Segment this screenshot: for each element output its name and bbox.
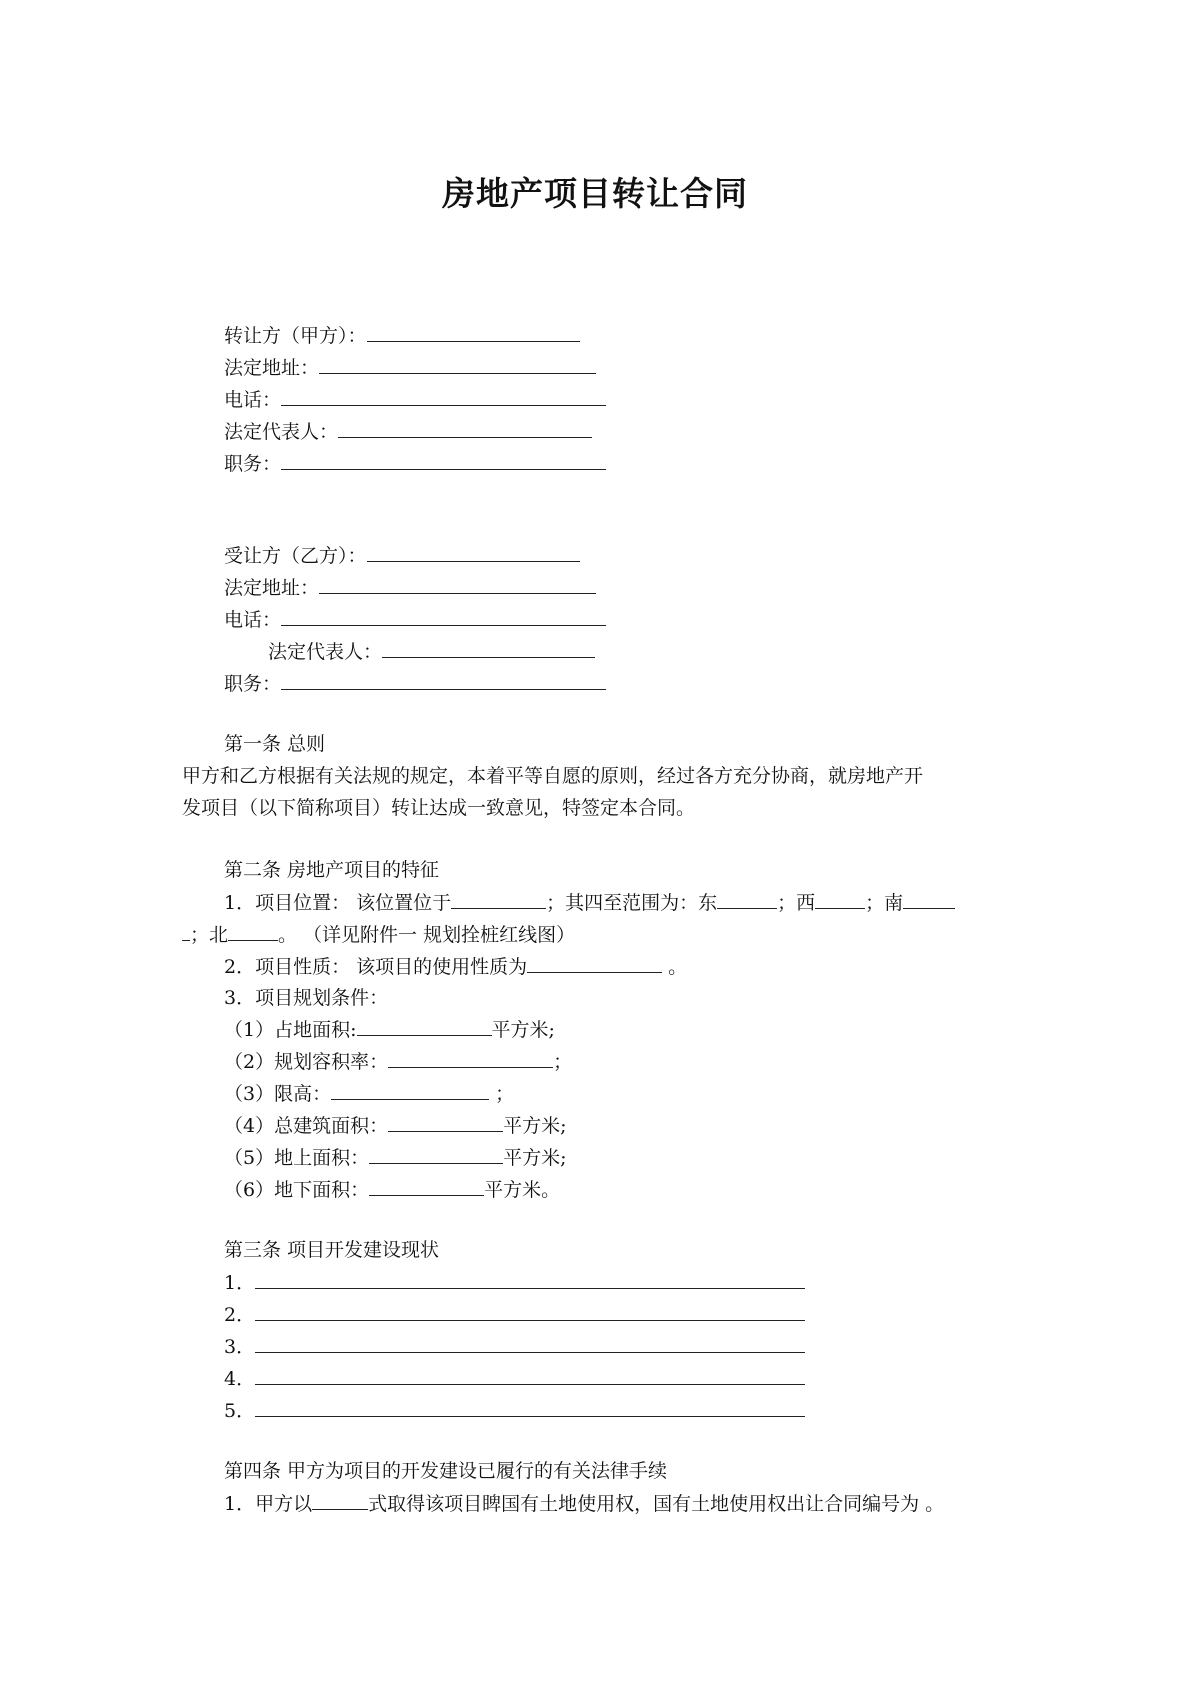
height-limit-blank[interactable] — [331, 1081, 489, 1100]
party-b-representative-blank[interactable] — [382, 639, 595, 658]
party-a-representative-blank[interactable] — [338, 419, 592, 438]
status-item-blank[interactable] — [255, 1398, 805, 1417]
party-b-phone-label: 电话： — [224, 609, 282, 631]
planning-item-total-floor-area — [224, 1113, 567, 1138]
status-item-blank[interactable] — [255, 1334, 805, 1353]
party-b-transferee-label: 受让方（乙方）： — [224, 545, 367, 567]
article-2-heading: 第二条 房地产项目的特征 — [224, 859, 440, 881]
party-a-phone-label: 电话： — [224, 389, 282, 411]
status-item-blank[interactable] — [255, 1270, 805, 1289]
party-a-phone-field — [224, 387, 606, 412]
boundary-north-label: ；北 — [190, 924, 229, 946]
party-a-position-blank[interactable] — [281, 451, 606, 470]
status-item-number: 4． — [224, 1368, 256, 1390]
document-title: 房地产项目转让合同 — [442, 174, 748, 213]
article-1-paragraph-line-2: 发项目（以下简称项目）转让达成一致意见，特签定本合同。 — [182, 797, 696, 819]
land-area-blank[interactable] — [357, 1017, 492, 1036]
party-a-transferor-field — [224, 323, 580, 348]
above-ground-area-label: （5）地上面积： — [224, 1147, 370, 1169]
party-b-representative-field — [268, 639, 595, 664]
plot-ratio-blank[interactable] — [388, 1049, 553, 1068]
planning-item-above-ground-area — [224, 1145, 567, 1170]
planning-item-plot-ratio — [224, 1049, 572, 1074]
underground-area-label: （6）地下面积： — [224, 1179, 370, 1201]
party-b-position-field — [224, 671, 606, 696]
boundary-west-label: ；西 — [777, 892, 816, 914]
party-b-transferee-field — [224, 543, 580, 568]
article-1-paragraph-line-1: 甲方和乙方根据有关法规的规定，本着平等自愿的原则，经过各方充分协商，就房地产开 — [182, 765, 924, 787]
party-b-address-label: 法定地址： — [224, 577, 320, 599]
article-3-heading: 第三条 项目开发建设现状 — [224, 1239, 440, 1261]
party-a-representative-label: 法定代表人： — [224, 421, 339, 443]
planning-item-height-limit — [224, 1081, 514, 1106]
project-nature-line — [224, 954, 687, 979]
status-item-number: 2． — [224, 1304, 256, 1326]
party-a-transferor-blank[interactable] — [367, 323, 580, 342]
project-nature-label: 2．项目性质： 该项目的使用性质为 — [224, 956, 528, 978]
land-use-right-line — [224, 1491, 944, 1516]
boundary-east-label: ；其四至范围为：东 — [546, 892, 718, 914]
status-item-number: 3． — [224, 1336, 256, 1358]
party-a-representative-field — [224, 419, 592, 444]
party-b-address-field — [224, 575, 596, 600]
above-ground-area-blank[interactable] — [369, 1145, 503, 1164]
planning-item-underground-area — [224, 1177, 560, 1202]
party-a-address-field — [224, 355, 596, 380]
boundary-east-blank[interactable] — [717, 890, 777, 909]
party-a-position-field — [224, 451, 606, 476]
plot-ratio-label: （2）规划容积率： — [224, 1051, 389, 1073]
project-location-line — [224, 890, 955, 915]
project-location-label: 1．项目位置： 该位置位于 — [224, 892, 452, 914]
party-b-transferee-blank[interactable] — [367, 543, 580, 562]
plot-ratio-end: ； — [553, 1051, 573, 1073]
project-nature-blank[interactable] — [527, 954, 662, 973]
boundary-south-blank[interactable] — [903, 890, 955, 909]
land-area-unit: 平方米; — [491, 1019, 555, 1041]
article-4-heading: 第四条 甲方为项目的开发建设已履行的有关法律手续 — [224, 1460, 668, 1482]
boundary-south-blank-continued[interactable] — [182, 922, 190, 941]
land-area-label: （1）占地面积: — [224, 1019, 357, 1041]
party-a-position-label: 职务： — [224, 453, 282, 475]
status-item — [224, 1334, 805, 1359]
status-item-blank[interactable] — [255, 1302, 805, 1321]
party-a-transferor-label: 转让方（甲方）： — [224, 325, 367, 347]
height-limit-end: ； — [489, 1083, 515, 1105]
boundary-west-blank[interactable] — [815, 890, 865, 909]
status-item — [224, 1302, 805, 1327]
land-use-right-label: 1．甲方以 — [224, 1493, 313, 1515]
status-item — [224, 1270, 805, 1295]
total-floor-area-label: （4）总建筑面积： — [224, 1115, 389, 1137]
party-a-phone-blank[interactable] — [281, 387, 606, 406]
project-location-blank[interactable] — [451, 890, 546, 909]
article-1-heading: 第一条 总则 — [224, 733, 326, 755]
party-b-address-blank[interactable] — [319, 575, 596, 594]
status-item-blank[interactable] — [255, 1366, 805, 1385]
party-b-phone-field — [224, 607, 606, 632]
underground-area-blank[interactable] — [369, 1177, 484, 1196]
party-a-address-label: 法定地址： — [224, 357, 320, 379]
project-nature-end: 。 — [662, 956, 688, 978]
status-item — [224, 1366, 805, 1391]
status-item-number: 1． — [224, 1272, 256, 1294]
party-b-representative-label: 法定代表人： — [268, 641, 383, 663]
boundary-north-blank[interactable] — [228, 922, 278, 941]
acquisition-method-blank[interactable] — [312, 1491, 368, 1510]
planning-conditions-heading: 3．项目规划条件： — [224, 987, 389, 1009]
party-b-phone-blank[interactable] — [281, 607, 606, 626]
planning-item-land-area — [224, 1017, 555, 1042]
underground-area-unit: 平方米。 — [484, 1179, 561, 1201]
party-b-position-label: 职务： — [224, 673, 282, 695]
boundary-south-label: ；南 — [865, 892, 904, 914]
height-limit-label: （3）限高： — [224, 1083, 332, 1105]
status-item — [224, 1398, 805, 1423]
project-location-line-2 — [182, 922, 575, 947]
total-floor-area-unit: 平方米; — [503, 1115, 567, 1137]
total-floor-area-blank[interactable] — [388, 1113, 503, 1132]
appendix-note: 。 （详见附件一 规划拴桩红线图） — [278, 924, 576, 946]
above-ground-area-unit: 平方米; — [503, 1147, 567, 1169]
status-item-number: 5． — [224, 1400, 256, 1422]
party-b-position-blank[interactable] — [281, 671, 606, 690]
party-a-address-blank[interactable] — [319, 355, 596, 374]
land-use-right-text: 式取得该项目睥国有土地使用权，国有土地使用权出让合同编号为 。 — [368, 1493, 945, 1515]
